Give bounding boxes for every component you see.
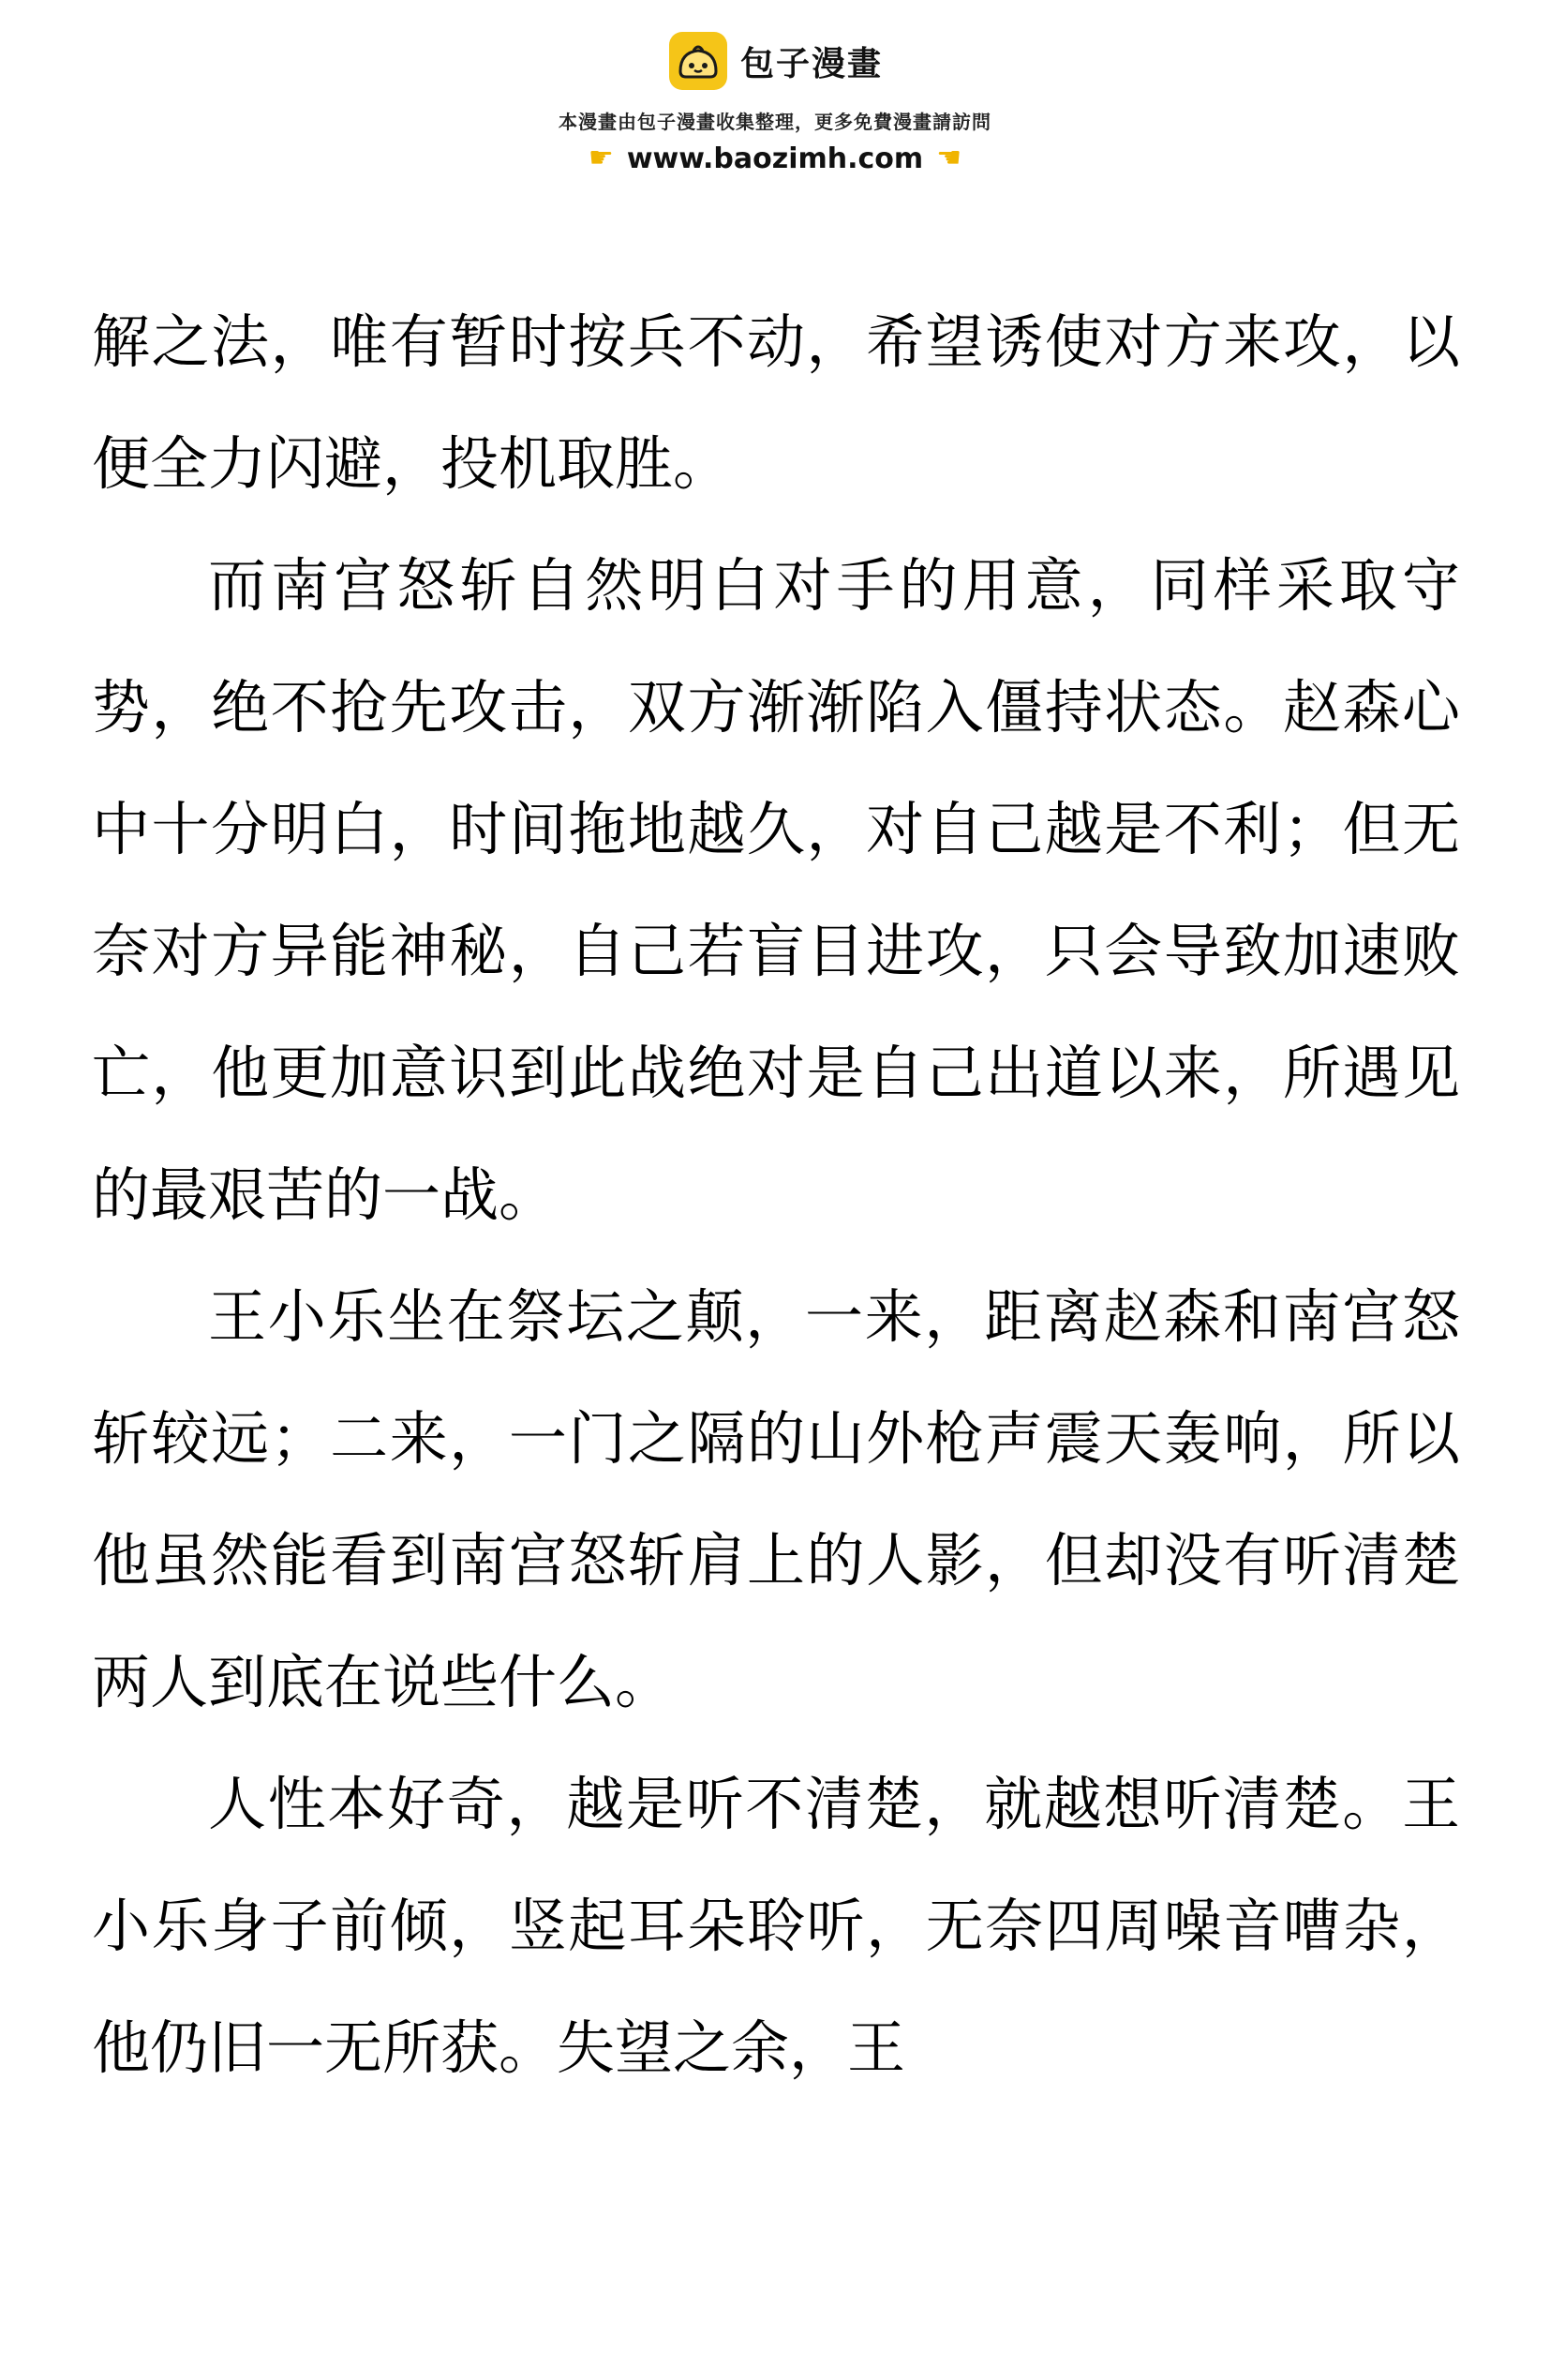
article-body xyxy=(92,281,1460,2109)
paragraph: 而南宫怒斩自然明白对手的用意，同样采取守势，绝不抢先攻击，双方渐渐陷入僵持状态。赵森心中十分明白，时间拖地越久，对自己越是不利；但无奈对方异能神秘，自己若盲目进攻，只会导致加速败亡，他更加意识到此战绝对是自己出道以来，所遇见的最艰苦的一战。 xyxy=(92,551,1460,1229)
brand[interactable] xyxy=(0,28,1550,94)
site-url-link[interactable]: www.baozimh.com xyxy=(626,142,924,175)
pointing-hand-icon: ☛ xyxy=(588,142,614,174)
brand-name: 包子漫畫 xyxy=(739,44,883,83)
url-row xyxy=(0,140,1550,177)
site-header xyxy=(0,28,1550,177)
pointing-hand-left-icon: ☚ xyxy=(936,142,962,174)
tagline: 本漫畫由包子漫畫收集整理，更多免費漫畫請訪問 xyxy=(559,111,991,133)
bun-mascot-icon xyxy=(667,30,729,92)
paragraph: 王小乐坐在祭坛之颠，一来，距离赵森和南宫怒斩较远；二来，一门之隔的山外枪声震天轰响，所以他虽然能看到南宫怒斩肩上的人影，但却没有听清楚两人到底在说些什么。 xyxy=(92,1282,1460,1716)
paragraph: 人性本好奇，越是听不清楚，就越想听清楚。王小乐身子前倾，竖起耳朵聆听，无奈四周噪音嘈杂，他仍旧一无所获。失望之余，王 xyxy=(92,1770,1460,2082)
paragraph: 解之法，唯有暂时按兵不动，希望诱使对方来攻，以便全力闪避，投机取胜。 xyxy=(92,307,1460,498)
